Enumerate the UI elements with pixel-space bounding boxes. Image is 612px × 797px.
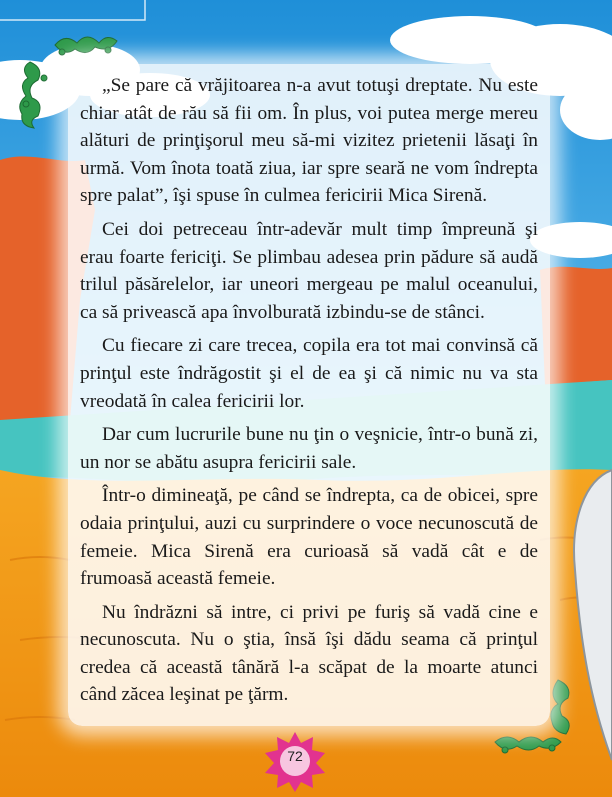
story-text xyxy=(80,72,538,715)
paragraph: „Se pare că vrăjitoarea n-a avut totuşi dreptate. Nu este chiar atât de rău să fii om. În plus, voi putea merge mereu alături de prinţişorul meu să-mi vizitez prietenii lăsaţi în urmă. Vom înota toată ziua, iar spre seară ne vom îndrepta spre palat”, îşi spuse în culmea fericirii Mica Sirenă. xyxy=(80,75,538,207)
page-number: 72 xyxy=(287,748,303,764)
vine-ornament-top xyxy=(55,37,117,55)
paragraph: Cei doi petreceau într-adevăr mult timp împreună şi erau foarte fericiţi. Se plimbau adesea prin pădure să audă trilul păsărelelor, iar uneori mergeau pe malul oceanului, ca să privească apa învolburată izbindu-se de stânci. xyxy=(80,218,538,323)
paragraph: Nu îndrăzni să intre, ci privi pe furiş să vadă cine e necunoscuta. Nu o ştia, însă îşi dădu seama că prinţul credea că această tânără l-a scăpat de la moarte atunci când zăcea leşinat pe ţărm. xyxy=(80,601,538,706)
paragraph: Cu fiecare zi care trecea, copila era tot mai convinsă că prinţul este îndrăgostit şi el de ea şi că nimic nu va sta vreodată în calea fericirii lor. xyxy=(80,335,538,412)
paragraph: Dar cum lucrurile bune nu ţin o veşnicie, într-o bună zi, un nor se abătu asupra fericirii sale. xyxy=(80,424,538,473)
right-cliff xyxy=(540,267,612,385)
paragraph: Într-o dimineaţă, pe când se îndrepta, ca de obicei, spre odaia prinţului, auzi cu surprindere o voce necunoscută de femeie. Mica Sirenă era curioasă să vadă cât e de frumoasă această femeie. xyxy=(80,485,538,590)
